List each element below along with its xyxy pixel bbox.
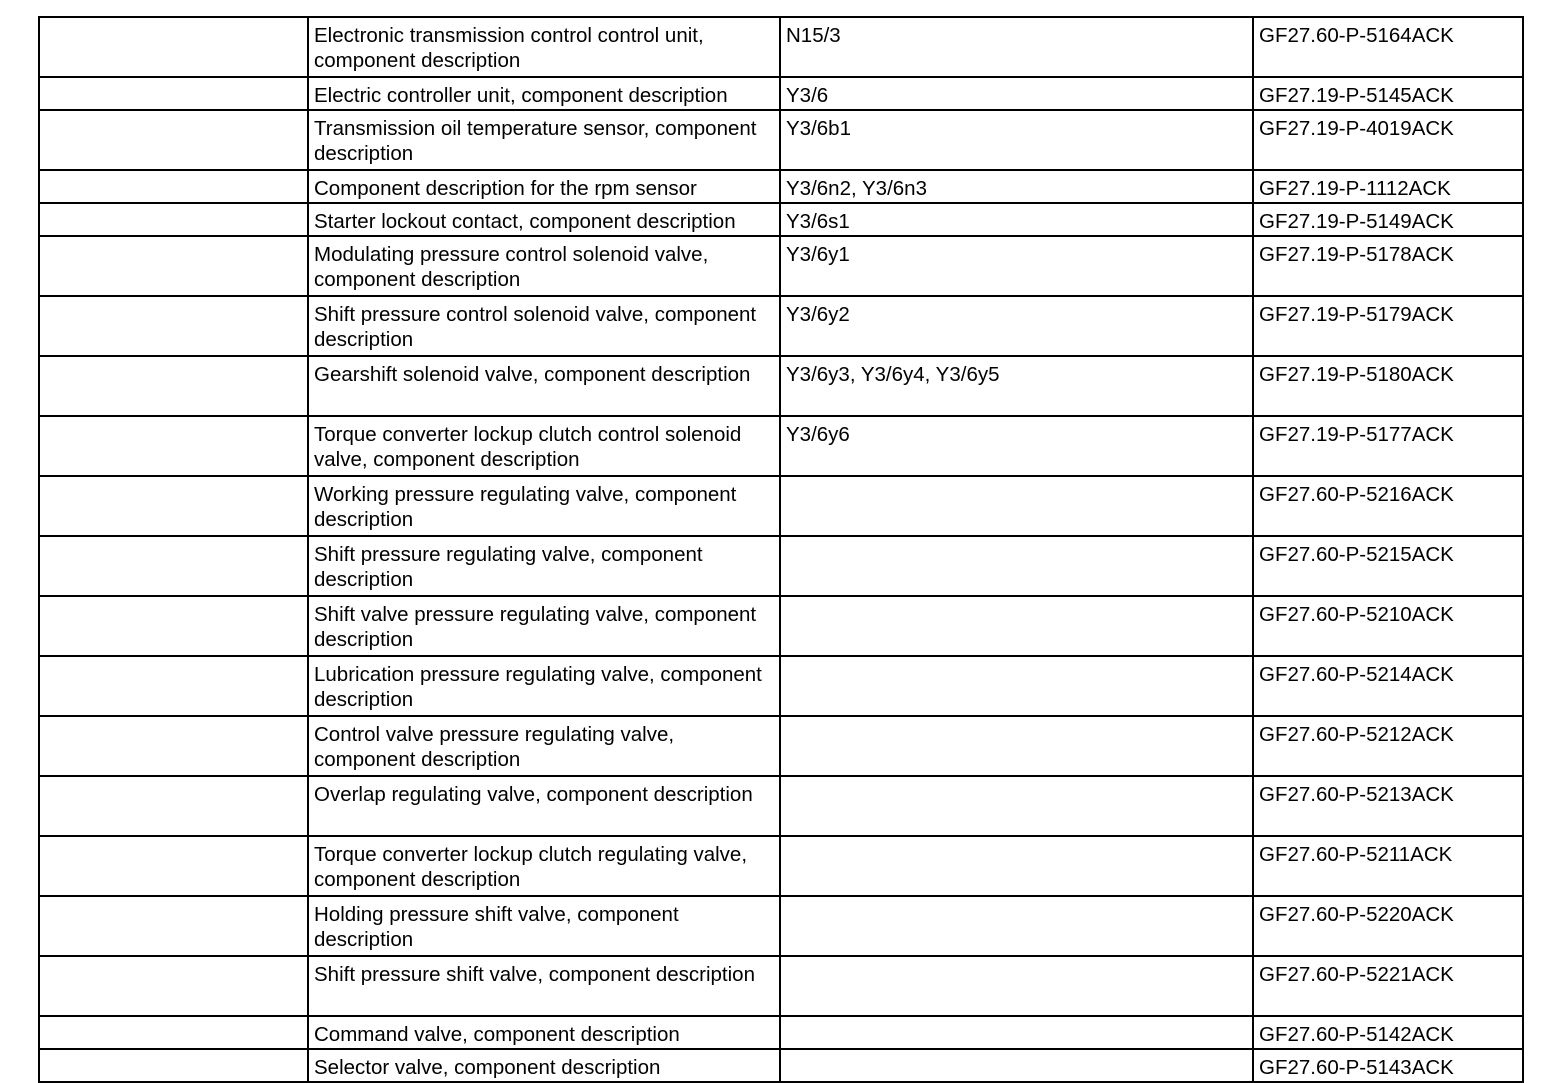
description-cell: Overlap regulating valve, component description [308, 776, 780, 836]
designation-cell [780, 536, 1253, 596]
empty-cell [39, 236, 308, 296]
designation-cell: N15/3 [780, 17, 1253, 77]
empty-cell [39, 956, 308, 1016]
empty-cell [39, 776, 308, 836]
description-cell: Electronic transmission control control unit, component description [308, 17, 780, 77]
document-number-cell: GF27.60-P-5214ACK [1253, 656, 1523, 716]
document-number-cell: GF27.19-P-5145ACK [1253, 77, 1523, 110]
designation-cell: Y3/6s1 [780, 203, 1253, 236]
document-number-cell: GF27.19-P-4019ACK [1253, 110, 1523, 170]
description-cell: Command valve, component description [308, 1016, 780, 1049]
document-number-cell: GF27.19-P-5180ACK [1253, 356, 1523, 416]
table-row [39, 956, 1523, 1016]
description-cell: Shift pressure shift valve, component description [308, 956, 780, 1016]
designation-cell [780, 656, 1253, 716]
document-number-cell: GF27.60-P-5213ACK [1253, 776, 1523, 836]
designation-cell [780, 1016, 1253, 1049]
description-cell: Gearshift solenoid valve, component description [308, 356, 780, 416]
table-row [39, 170, 1523, 203]
empty-cell [39, 356, 308, 416]
empty-cell [39, 17, 308, 77]
document-number-cell: GF27.19-P-5179ACK [1253, 296, 1523, 356]
empty-cell [39, 416, 308, 476]
table-row [39, 836, 1523, 896]
document-number-cell: GF27.60-P-5211ACK [1253, 836, 1523, 896]
table-row [39, 776, 1523, 836]
description-cell: Component description for the rpm sensor [308, 170, 780, 203]
table-row [39, 896, 1523, 956]
designation-cell [780, 896, 1253, 956]
table-row [39, 236, 1523, 296]
document-number-cell: GF27.60-P-5164ACK [1253, 17, 1523, 77]
designation-cell: Y3/6 [780, 77, 1253, 110]
empty-cell [39, 296, 308, 356]
document-number-cell: GF27.60-P-5212ACK [1253, 716, 1523, 776]
description-cell: Lubrication pressure regulating valve, component description [308, 656, 780, 716]
document-number-cell: GF27.60-P-5210ACK [1253, 596, 1523, 656]
description-cell: Shift valve pressure regulating valve, component description [308, 596, 780, 656]
table-row [39, 1016, 1523, 1049]
document-number-cell: GF27.60-P-5220ACK [1253, 896, 1523, 956]
table-row [39, 356, 1523, 416]
table-row [39, 476, 1523, 536]
designation-cell [780, 716, 1253, 776]
description-cell: Selector valve, component description [308, 1049, 780, 1082]
description-cell: Shift pressure control solenoid valve, component description [308, 296, 780, 356]
empty-cell [39, 656, 308, 716]
document-number-cell: GF27.19-P-5177ACK [1253, 416, 1523, 476]
designation-cell: Y3/6y1 [780, 236, 1253, 296]
document-number-cell: GF27.19-P-5178ACK [1253, 236, 1523, 296]
designation-cell: Y3/6n2, Y3/6n3 [780, 170, 1253, 203]
document-number-cell: GF27.19-P-5149ACK [1253, 203, 1523, 236]
description-cell: Modulating pressure control solenoid valve, component description [308, 236, 780, 296]
document-number-cell: GF27.60-P-5215ACK [1253, 536, 1523, 596]
empty-cell [39, 476, 308, 536]
table-row [39, 596, 1523, 656]
document-number-cell: GF27.60-P-5142ACK [1253, 1016, 1523, 1049]
empty-cell [39, 596, 308, 656]
description-cell: Electric controller unit, component description [308, 77, 780, 110]
table-row [39, 416, 1523, 476]
empty-cell [39, 836, 308, 896]
empty-cell [39, 203, 308, 236]
empty-cell [39, 536, 308, 596]
designation-cell [780, 776, 1253, 836]
description-cell: Control valve pressure regulating valve, component description [308, 716, 780, 776]
designation-cell [780, 836, 1253, 896]
table-row [39, 17, 1523, 77]
table-row [39, 110, 1523, 170]
table-row [39, 77, 1523, 110]
table-row [39, 296, 1523, 356]
designation-cell: Y3/6y3, Y3/6y4, Y3/6y5 [780, 356, 1253, 416]
description-cell: Shift pressure regulating valve, component description [308, 536, 780, 596]
description-cell: Torque converter lockup clutch control solenoid valve, component description [308, 416, 780, 476]
table-row [39, 203, 1523, 236]
empty-cell [39, 1016, 308, 1049]
description-cell: Holding pressure shift valve, component description [308, 896, 780, 956]
component-description-table [38, 16, 1524, 1083]
empty-cell [39, 110, 308, 170]
designation-cell [780, 476, 1253, 536]
empty-cell [39, 896, 308, 956]
table-row [39, 536, 1523, 596]
empty-cell [39, 170, 308, 203]
description-cell: Working pressure regulating valve, component description [308, 476, 780, 536]
designation-cell: Y3/6b1 [780, 110, 1253, 170]
document-number-cell: GF27.60-P-5221ACK [1253, 956, 1523, 1016]
table-row [39, 716, 1523, 776]
empty-cell [39, 77, 308, 110]
designation-cell: Y3/6y2 [780, 296, 1253, 356]
description-cell: Transmission oil temperature sensor, component description [308, 110, 780, 170]
document-number-cell: GF27.60-P-5216ACK [1253, 476, 1523, 536]
empty-cell [39, 716, 308, 776]
table-row [39, 656, 1523, 716]
designation-cell [780, 596, 1253, 656]
designation-cell: Y3/6y6 [780, 416, 1253, 476]
description-cell: Starter lockout contact, component description [308, 203, 780, 236]
document-number-cell: GF27.60-P-5143ACK [1253, 1049, 1523, 1082]
description-cell: Torque converter lockup clutch regulating valve, component description [308, 836, 780, 896]
document-number-cell: GF27.19-P-1112ACK [1253, 170, 1523, 203]
designation-cell [780, 956, 1253, 1016]
